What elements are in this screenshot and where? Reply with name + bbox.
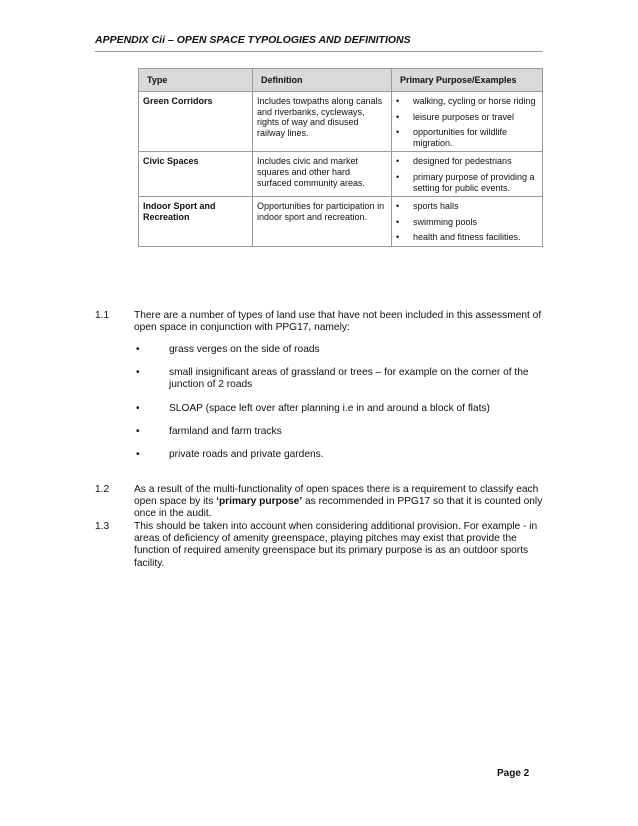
definition-cell: Includes towpaths along canals and riverbanks, cycleways, rights of way and disused railway lines. bbox=[253, 92, 392, 152]
list-item-text: SLOAP (space left over after planning i.e in and around a block of flats) bbox=[169, 402, 490, 414]
section-text-part: As a result of the multi-functionality of open spaces there is a requirement to classify each open space by its bbox=[134, 484, 539, 508]
table-header-row bbox=[139, 69, 543, 92]
section-1-2 bbox=[95, 484, 543, 521]
table-row-green-corridors bbox=[139, 92, 543, 152]
purpose-list bbox=[396, 96, 538, 148]
purpose-list bbox=[396, 201, 538, 243]
purpose-item: • health and fitness facilities. bbox=[396, 232, 538, 243]
open-space-typologies-table bbox=[138, 68, 543, 247]
list-item bbox=[95, 403, 543, 415]
purpose-cell bbox=[392, 152, 543, 197]
bullet-glyph: • bbox=[136, 425, 140, 437]
definition-cell: Includes civic and market squares and other hard surfaced community areas. bbox=[253, 152, 392, 197]
purpose-item: • designed for pedestrians bbox=[396, 156, 538, 167]
list-item-text: small insignificant areas of grassland or trees – for example on the corner of the junction of 2 roads bbox=[169, 367, 529, 391]
type-cell: Civic Spaces bbox=[139, 152, 253, 197]
purpose-cell bbox=[392, 92, 543, 152]
definition-cell: Opportunities for participation in indoor sport and recreation. bbox=[253, 197, 392, 247]
excluded-land-use-list bbox=[95, 344, 543, 461]
purpose-list bbox=[396, 156, 538, 193]
list-item-text: farmland and farm tracks bbox=[169, 425, 282, 437]
section-number: 1.3 bbox=[95, 521, 110, 532]
purpose-item: • primary purpose of providing a setting for public events. bbox=[396, 172, 538, 193]
table-row-indoor-sport bbox=[139, 197, 543, 247]
section-number: 1.2 bbox=[95, 484, 110, 495]
list-item bbox=[95, 344, 543, 356]
appendix-title: APPENDIX Cii – OPEN SPACE TYPOLOGIES AND DEFINITIONS bbox=[95, 34, 411, 46]
section-text: There are a number of types of land use that have not been included in this assessment of open space in conjunction with PPG17, namely: bbox=[134, 310, 542, 334]
type-cell: Green Corridors bbox=[139, 92, 253, 152]
section-text bbox=[134, 484, 543, 521]
section-number: 1.1 bbox=[95, 310, 110, 321]
bullet-glyph: • bbox=[136, 402, 140, 414]
page-header bbox=[95, 34, 543, 52]
bullet-glyph: • bbox=[136, 344, 140, 355]
bullet-glyph: • bbox=[136, 367, 140, 379]
bullet-glyph: • bbox=[136, 449, 140, 461]
purpose-item: • opportunities for wildlife migration. bbox=[396, 127, 538, 148]
type-cell: Indoor Sport and Recreation bbox=[139, 197, 253, 247]
page-number: Page 2 bbox=[497, 768, 530, 779]
list-item-text: private roads and private gardens. bbox=[169, 449, 324, 461]
purpose-cell bbox=[392, 197, 543, 247]
table-row-civic-spaces bbox=[139, 152, 543, 197]
section-1-1 bbox=[95, 310, 543, 334]
purpose-item: • swimming pools bbox=[396, 217, 538, 228]
primary-purpose-emphasis: ‘primary purpose’ bbox=[216, 496, 303, 508]
column-header-purpose: Primary Purpose/Examples bbox=[392, 69, 543, 92]
purpose-item: • sports halls bbox=[396, 201, 538, 212]
list-item bbox=[95, 426, 543, 438]
purpose-item: • leisure purposes or travel bbox=[396, 112, 538, 123]
column-header-definition: Definition bbox=[253, 69, 392, 92]
list-item bbox=[95, 449, 543, 461]
section-1-3 bbox=[95, 521, 543, 570]
column-header-type: Type bbox=[139, 69, 253, 92]
list-item-text: grass verges on the side of roads bbox=[169, 344, 320, 355]
list-item bbox=[95, 367, 543, 391]
section-text: This should be taken into account when considering additional provision. For example - in areas of deficiency of amenity greenspace, playing pitches may exist that provide the function of required amenity greenspace but its primary purpose is as an outdoor sports facility. bbox=[134, 521, 538, 569]
purpose-item: • walking, cycling or horse riding bbox=[396, 96, 538, 107]
section-text-part: as recommended in PPG17 so that it is counted only once in the audit. bbox=[134, 496, 543, 520]
